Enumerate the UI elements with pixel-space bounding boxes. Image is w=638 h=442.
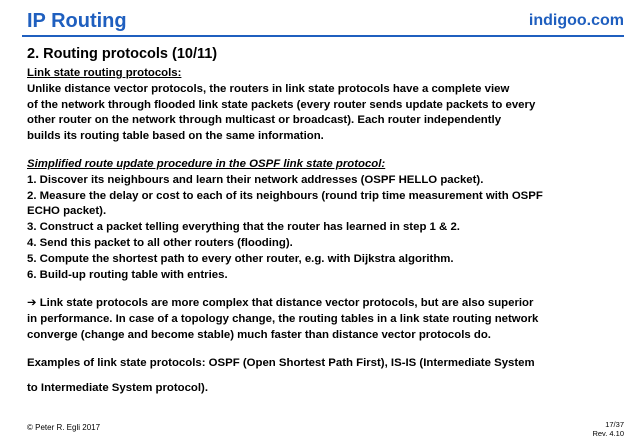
paragraph-line: builds its routing table based on the same information.	[27, 130, 324, 143]
step-item: 5. Compute the shortest path to every other router, e.g. with Dijkstra algorithm.	[27, 252, 454, 265]
page-number: 17/37	[605, 420, 624, 429]
step-item: 3. Construct a packet telling everything that the router has learned in step 1 & 2.	[27, 221, 460, 234]
arrow-right-icon: ➔	[27, 295, 37, 310]
slide-heading: 2. Routing protocols (10/11)	[27, 46, 218, 62]
paragraph-line: Unlike distance vector protocols, the routers in link state protocols have a complete view	[27, 82, 510, 95]
examples-line: Examples of link state protocols: OSPF (Open Shortest Path First), IS-IS (Intermediate System	[27, 356, 535, 369]
conclusion-line	[27, 295, 627, 312]
page-info	[592, 420, 624, 438]
header-divider	[22, 35, 624, 37]
paragraph-line: other router on the network through multicast or broadcast). Each router independently	[27, 114, 502, 127]
section-label-link-state: Link state routing protocols:	[27, 67, 182, 79]
step-item: 6. Build-up routing table with entries.	[27, 268, 228, 281]
conclusion-text: Link state protocols are more complex that distance vector protocols, but are also superior	[36, 297, 534, 310]
slide-content	[27, 44, 627, 396]
conclusion-line: converge (change and become stable) much faster than distance vector protocols do.	[27, 328, 491, 341]
conclusion-line: in performance. In case of a topology change, the routing tables in a link state routing network	[27, 313, 539, 326]
step-item: 2. Measure the delay or cost to each of its neighbours (round trip time measurement with OSPF	[27, 189, 543, 202]
examples-line: to Intermediate System protocol).	[27, 381, 209, 394]
step-item: ECHO packet).	[27, 205, 107, 218]
page-title: IP Routing	[27, 10, 127, 32]
copyright-notice: © Peter R. Egli 2017	[27, 423, 101, 432]
brand-logo-text: indigoo.com	[528, 12, 624, 29]
paragraph-line: of the network through flooded link state packets (every router sends update packets to every	[27, 98, 536, 111]
section-label-ospf-procedure: Simplified route update procedure in the OSPF link state protocol:	[27, 157, 386, 170]
step-item: 4. Send this packet to all other routers (flooding).	[27, 236, 293, 249]
revision-label: Rev. 4.10	[592, 429, 624, 438]
step-item: 1. Discover its neighbours and learn their network addresses (OSPF HELLO packet).	[27, 173, 484, 186]
